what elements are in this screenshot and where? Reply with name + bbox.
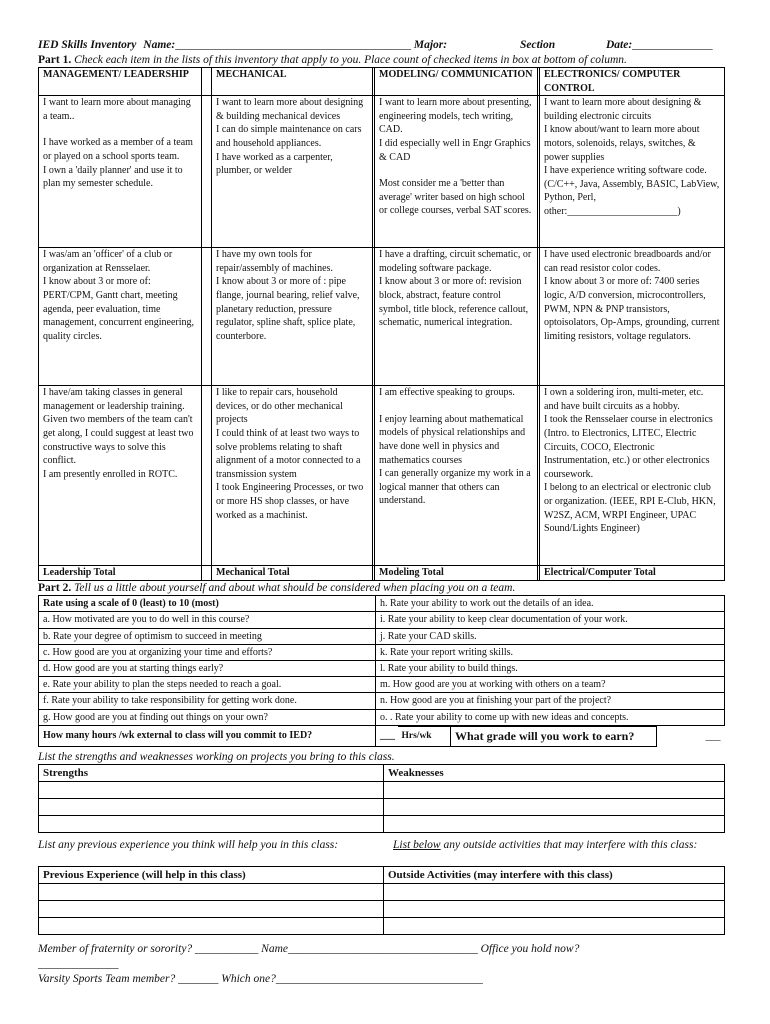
grade-field[interactable]: ___ — [705, 730, 721, 742]
list-item[interactable]: I know about 3 or more of : pipe flange, journal bearing, relief valve, planetary reduction, pressure regulator, spline shaft, splice plate, counterbore. — [216, 276, 360, 342]
experience-entry[interactable] — [39, 883, 384, 900]
list-item[interactable]: I belong to an electrical or electronic club or organization. (IEEE, RPI E-Club, HKN, W2SZ, ACM, WRPI Engineer, UPAC Sound/Lights Engineer) — [544, 482, 716, 535]
rating-item[interactable]: n. How good are you at finishing your part of the project? — [376, 693, 725, 709]
list-item[interactable]: Most consider me a 'better than average' writer based on high school or college courses, verbal SAT scores. — [379, 178, 532, 217]
inventory-table — [38, 67, 725, 581]
list-below-text: List below — [393, 838, 441, 851]
col-head-modeling: MODELING/ COMMUNICATION — [375, 68, 538, 96]
date-label: Date: — [605, 39, 633, 51]
hours-field[interactable]: ___ — [376, 726, 398, 746]
major-label: Major: — [413, 39, 448, 51]
list-item[interactable]: I am presently enrolled in ROTC. — [43, 468, 178, 480]
strengths-intro: List the strengths and weaknesses working on projects you bring to this class. — [38, 750, 395, 763]
activities-entry[interactable] — [384, 900, 725, 917]
weaknesses-entry[interactable] — [384, 798, 725, 815]
col-head-management: MANAGEMENT/ LEADERSHIP — [39, 68, 202, 96]
management-group-2 — [39, 248, 202, 386]
list-item[interactable]: I was/am an 'officer' of a club or organization at Rensselaer. — [43, 249, 173, 274]
rating-table — [38, 595, 725, 726]
strengths-entry[interactable] — [39, 815, 384, 832]
experience-entry[interactable] — [39, 900, 384, 917]
part1-instructions — [38, 53, 724, 67]
list-item[interactable]: I know about 3 or more of: revision block, abstract, feature control symbol, title block, reference callout, schematic, numerical integration. — [379, 276, 529, 329]
mechanical-group-3 — [212, 386, 373, 566]
list-item[interactable]: I have my own tools for repair/assembly of machines. — [216, 249, 333, 274]
skills-inventory-form — [38, 38, 724, 987]
list-item[interactable]: I have a drafting, circuit schematic, or modeling software package. — [379, 249, 532, 274]
office-field[interactable]: ______________ — [38, 957, 119, 970]
list-item[interactable]: I want to learn more about designing & building mechanical devices — [216, 97, 364, 122]
electronics-group-2 — [540, 248, 725, 386]
part1-label: Part 1. — [38, 54, 72, 66]
electronics-group-3 — [540, 386, 725, 566]
list-item[interactable]: I have experience writing software code. (C/C++, Java, Assembly, BASIC, LabView, Python, Perl, other:______________________) — [544, 165, 720, 217]
section-label: Section — [519, 39, 556, 51]
rating-item[interactable]: g. How good are you at finding out things on your own? — [39, 709, 376, 725]
list-item[interactable]: I can do simple maintenance on cars and household appliances. — [216, 124, 362, 149]
modeling-group-2 — [375, 248, 538, 386]
form-title: IED Skills Inventory — [38, 39, 137, 51]
rating-item[interactable]: j. Rate your CAD skills. — [376, 628, 725, 644]
rating-item[interactable]: e. Rate your ability to plan the steps needed to reach a goal. — [39, 677, 376, 693]
list-item[interactable]: I know about/want to learn more about motors, solenoids, relays, switches, & power supplies — [544, 124, 700, 163]
management-group-3 — [39, 386, 202, 566]
weaknesses-entry[interactable] — [384, 815, 725, 832]
list-item[interactable]: I have worked as a carpenter, plumber, or welder — [216, 151, 333, 177]
name-label: Name: — [143, 39, 176, 51]
activities-entry[interactable] — [384, 883, 725, 900]
activities-intro — [393, 838, 697, 852]
experience-intro-left: List any previous experience you think will help you in this class: — [38, 838, 339, 851]
list-item[interactable]: I have/am taking classes in general management or leadership training. — [43, 387, 185, 412]
list-item[interactable]: I own a 'daily planner' and use it to plan my semester schedule. — [43, 164, 183, 190]
list-item[interactable]: I did especially well in Engr Graphics & CAD — [379, 137, 531, 163]
part2-text: Tell us a little about yourself and about what should be considered when placing you on a team. — [74, 582, 516, 595]
list-item[interactable]: Given two members of the team can't get along, I could suggest at least two constructive ways to solve this conflict. — [43, 414, 194, 467]
list-item[interactable]: I want to learn more about designing & building electronic circuits — [544, 97, 702, 122]
form-header — [38, 38, 724, 53]
list-item[interactable]: I know about 3 or more of: PERT/CPM, Gantt chart, meeting agenda, peer evaluation, time management, concurrent engineering, quality circles. — [43, 276, 195, 342]
list-item[interactable]: I know about 3 or more of: 7400 series logic, A/D conversion, microcontrollers, PWM, NPN & PNP transistors, optoisolators, Op-Amps, grounding, current limiting resistors, voltage regulators. — [544, 276, 720, 342]
rating-item[interactable]: f. Rate your ability to take responsibility for getting work done. — [39, 693, 376, 709]
experience-entry[interactable] — [39, 917, 384, 934]
mechanical-group-1 — [212, 96, 373, 248]
rating-item[interactable]: a. How motivated are you to do well in this course? — [39, 612, 376, 628]
date-field[interactable]: ______________ — [632, 39, 713, 51]
rating-item[interactable]: h. Rate your ability to work out the details of an idea. — [376, 596, 725, 612]
grade-question: What grade will you work to earn? — [451, 726, 657, 746]
list-item[interactable]: I own a soldering iron, multi-meter, etc. and have built circuits as a hobby. — [544, 387, 704, 412]
weaknesses-entry[interactable] — [384, 781, 725, 798]
list-item[interactable]: I want to learn more about managing a team.. — [43, 97, 191, 122]
list-item[interactable]: I like to repair cars, household devices, or do other mechanical projects — [216, 387, 343, 426]
leadership-total-box[interactable]: Leadership Total — [39, 566, 202, 581]
weaknesses-heading: Weaknesses — [384, 764, 725, 781]
modeling-total-box[interactable]: Modeling Total — [375, 566, 538, 581]
rating-item[interactable]: m. How good are you at working with others on a team? — [376, 677, 725, 693]
rating-item[interactable]: d. How good are you at starting things early? — [39, 660, 376, 676]
rating-item[interactable]: b. Rate your degree of optimism to succeed in meeting — [39, 628, 376, 644]
hours-unit: Hrs/wk — [398, 726, 451, 746]
list-item[interactable]: I took Engineering Processes, or two or more HS shop classes, or have worked as a machinist. — [216, 482, 364, 521]
col-head-electronics: ELECTRONICS/ COMPUTER CONTROL — [540, 68, 725, 96]
modeling-group-3 — [375, 386, 538, 566]
experience-intro — [38, 838, 724, 866]
sports-line[interactable]: Varsity Sports Team member? _______ Which one?____________________________________ — [38, 972, 483, 985]
part2-label: Part 2. — [38, 582, 72, 595]
activities-entry[interactable] — [384, 917, 725, 934]
list-item[interactable]: I took the Rensselaer course in electronics (Intro. to Electronics, LITEC, Electric Circuits, COCO, Electronic Instrumentation, etc.) or other electronics coursework. — [544, 414, 713, 480]
strengths-entry[interactable] — [39, 798, 384, 815]
experience-heading: Previous Experience (will help in this class) — [39, 866, 384, 883]
management-group-1 — [39, 96, 202, 248]
electronics-total-box[interactable]: Electrical/Computer Total — [540, 566, 725, 581]
rating-item[interactable]: k. Rate your report writing skills. — [376, 644, 725, 660]
list-item[interactable]: I enjoy learning about mathematical models of physical relationships and have done well in physics and mathematics courses — [379, 413, 526, 466]
list-item[interactable]: I could think of at least two ways to solve problems relating to shaft alignment of a motor connected to a transmission system — [216, 427, 361, 480]
rating-item[interactable]: l. Rate your ability to build things. — [376, 660, 725, 676]
electronics-group-1 — [540, 96, 725, 248]
strengths-weaknesses-table — [38, 764, 725, 833]
name-field[interactable]: _________________________________________ — [175, 39, 411, 51]
rating-item[interactable]: i. Rate your ability to keep clear documentation of your work. — [376, 612, 725, 628]
strengths-entry[interactable] — [39, 781, 384, 798]
list-item[interactable]: I have used electronic breadboards and/or can read resistor color codes. — [544, 249, 711, 274]
activities-intro-text: any outside activities that may interfere with this class: — [443, 838, 698, 851]
activities-heading: Outside Activities (may interfere with this class) — [384, 866, 725, 883]
part2-instructions — [38, 581, 724, 595]
list-item[interactable]: I have worked as a member of a team or played on a school sports team. — [43, 137, 193, 162]
strengths-heading: Strengths — [39, 764, 384, 781]
list-item[interactable]: I can generally organize my work in a logical manner that others can understand. — [379, 468, 531, 507]
part1-text: Check each item in the lists of this inventory that apply to you. Place count of checked items in box at bottom of column. — [74, 54, 627, 66]
col-head-mechanical: MECHANICAL — [212, 68, 373, 96]
rate-scale-heading: Rate using a scale of 0 (least) to 10 (most) — [39, 596, 376, 612]
commitment-row — [38, 726, 725, 747]
list-item[interactable]: I want to learn more about presenting, engineering models, tech writing, CAD. — [379, 97, 532, 136]
experience-activities-table — [38, 866, 725, 935]
rating-item[interactable]: o. . Rate your ability to come up with new ideas and concepts. — [376, 709, 725, 725]
mechanical-group-2 — [212, 248, 373, 386]
mechanical-total-box[interactable]: Mechanical Total — [212, 566, 373, 581]
rating-item[interactable]: c. How good are you at organizing your time and efforts? — [39, 644, 376, 660]
fraternity-line[interactable]: Member of fraternity or sorority? ___________ Name_________________________________ Office you hold now? — [38, 942, 580, 955]
modeling-group-1 — [375, 96, 538, 248]
list-item[interactable]: I am effective speaking to groups. — [379, 387, 515, 399]
hours-question: How many hours /wk external to class will you commit to IED? — [39, 726, 376, 746]
